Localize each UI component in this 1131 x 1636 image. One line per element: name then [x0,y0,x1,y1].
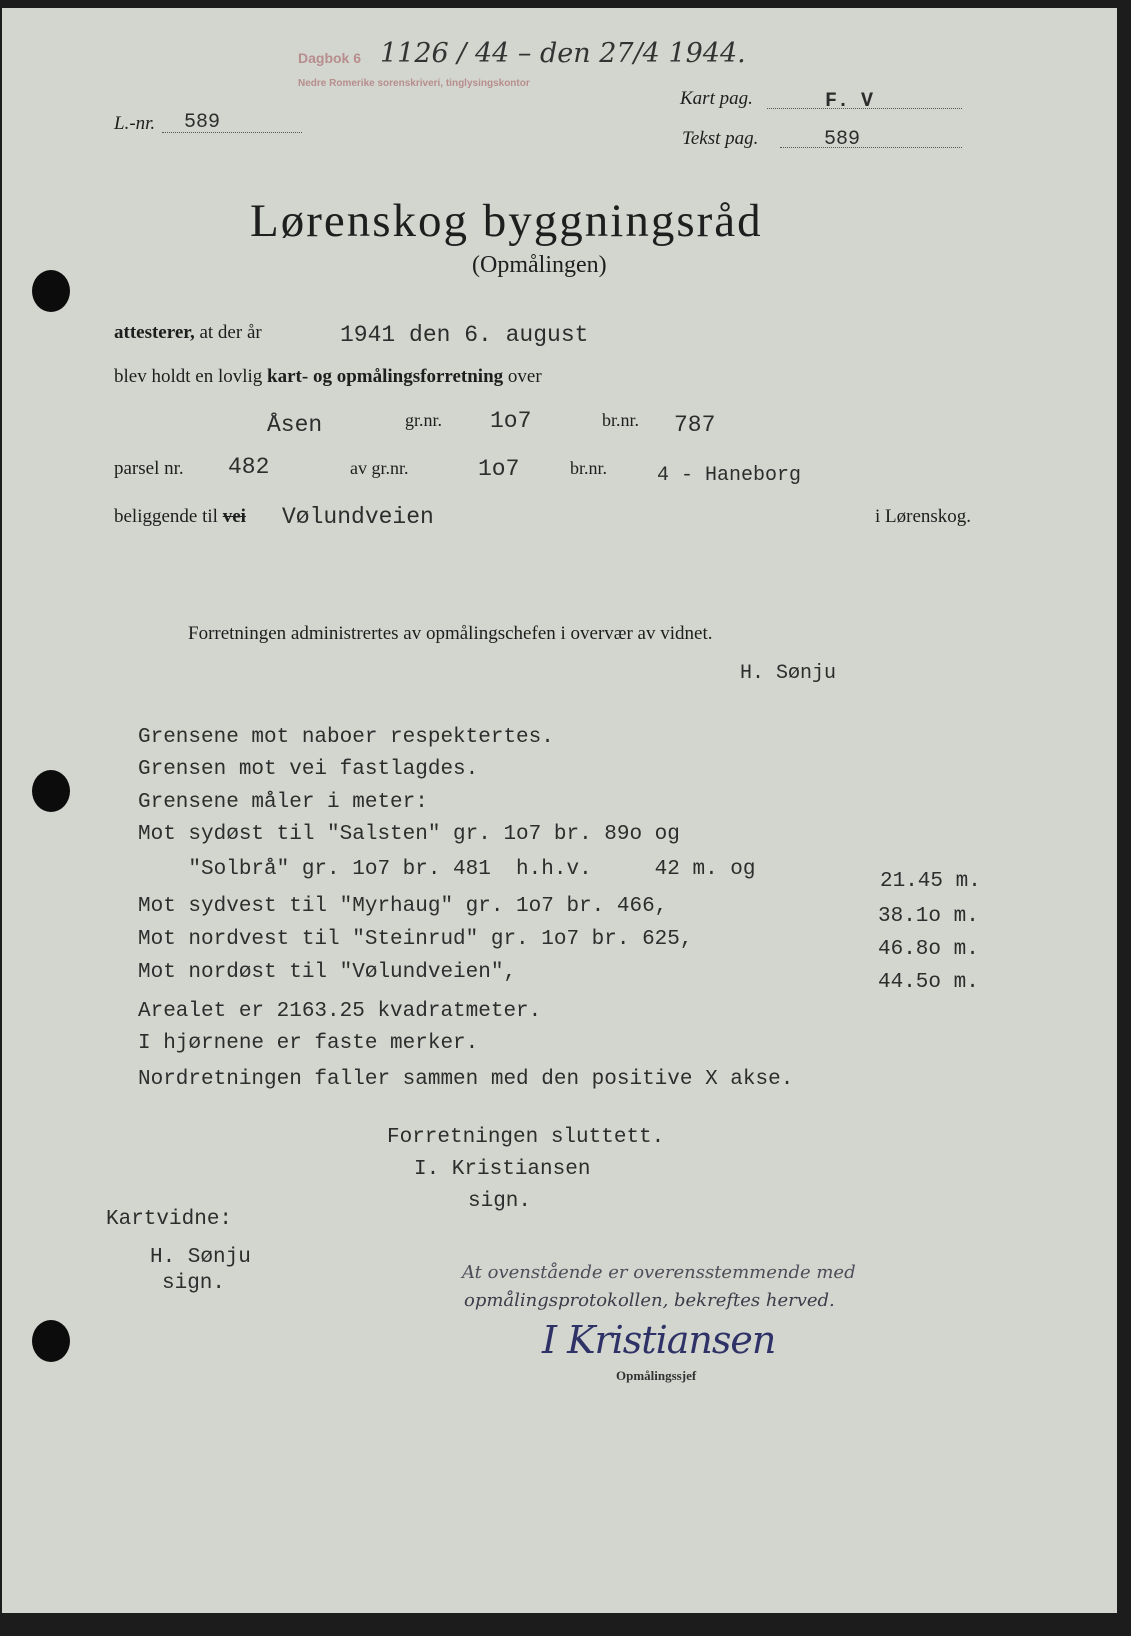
closing-line-1: Arealet er 2163.25 kvadratmeter. [138,1000,542,1023]
measure-line-1: Mot sydøst til "Salsten" gr. 1o7 br. 89o og [138,823,680,846]
certification-line-1: At ovenstående er overensstemmende med [462,1262,856,1283]
stamp-red-line2: Nedre Romerike sorenskriveri, tinglysingskontor [298,78,530,89]
lnr-value: 589 [184,111,221,134]
kart-pag-label: Kart pag. [680,88,753,109]
stamp-handwritten-date: 1126 / 44 – den 27/4 1944. [380,38,746,69]
kartvidne-label: Kartvidne: [106,1208,233,1231]
certification-title: Opmålingssjef [616,1368,697,1383]
body-line-2: Grensen mot vei fastlagdes. [138,758,479,781]
date-value: 1941 den 6. august [340,322,589,348]
measure-value-5: 44.5o m. [878,971,979,994]
beliggende-value: Vølundveien [282,504,434,530]
measure-line-3: Mot sydvest til "Myrhaug" gr. 1o7 br. 466, [138,895,668,918]
punch-hole-top [32,270,70,312]
document-page [2,8,1117,1613]
tekst-pag-dots [780,147,962,148]
kart-og-bold: kart- og opmålingsforretning [267,366,504,387]
page-title: Lørenskog byggningsråd [250,195,763,247]
certification-line-2: opmålingsprotokollen, bekreftes herved. [464,1290,835,1311]
grnr-label: gr.nr. [405,410,443,430]
lnr-dots [162,132,302,133]
kartvidne-sign: sign. [162,1272,226,1295]
kart-pag-value: F. V [825,90,874,113]
signer-name: I. Kristiansen [414,1158,591,1181]
over-text: over [507,366,542,387]
blev-holdt-line [114,366,542,388]
beliggende-text: beliggende til [114,506,218,527]
parsel-value: 482 [228,454,270,480]
measure-line-5: Mot nordøst til "Vølundveien", [138,961,517,984]
i-lorenskog-text: i Lørenskog. [875,506,972,527]
tekst-pag-label: Tekst pag. [682,128,759,149]
measure-value-3: 38.1o m. [878,905,979,928]
punch-hole-bottom [32,1320,70,1362]
av-grnr-value: 1o7 [478,456,520,482]
blev-holdt-text: blev holdt en lovlig [114,366,263,387]
property-name: Åsen [267,412,323,438]
measure-line-4: Mot nordvest til "Steinrud" gr. 1o7 br. 625, [138,928,693,951]
closing-line-2: I hjørnene er faste merker. [138,1032,479,1055]
av-brnr-value: 4 - Haneborg [657,464,802,487]
measure-value-4: 46.8o m. [878,938,979,961]
grnr-value: 1o7 [490,408,532,434]
kartvidne-name: H. Sønju [150,1246,251,1269]
tekst-pag-value: 589 [824,128,861,151]
measure-value-2: 21.45 m. [880,870,981,893]
body-line-1: Grensene mot naboer respektertes. [138,726,554,749]
punch-hole-middle [32,770,70,812]
stamp-red-line1: Dagbok 6 [298,50,362,66]
beliggende-label [114,506,246,528]
page-subtitle: (Opmålingen) [472,252,607,278]
av-brnr-label: br.nr. [570,458,608,478]
lnr-label: L.-nr. [114,113,156,134]
vidne-name: H. Sønju [740,662,837,685]
brnr-label: br.nr. [602,410,640,430]
measure-line-2: "Solbrå" gr. 1o7 br. 481 h.h.v. 42 m. og [138,858,756,881]
parsel-label: parsel nr. [114,458,184,479]
attesterer-label [114,322,262,344]
sluttet-text: Forretningen sluttett. [387,1126,665,1149]
closing-line-3: Nordretningen faller sammen med den positive X akse. [138,1068,794,1091]
at-der-ar-text: at der år [199,322,262,343]
attesterer-bold: attesterer, [114,322,195,343]
administrert-text: Forretningen administrertes av opmålingschefen i overvær av vidnet. [188,623,713,644]
signer-sign: sign. [468,1190,532,1213]
av-grnr-label: av gr.nr. [350,458,409,478]
brnr-value: 787 [674,412,716,438]
beliggende-strike: vei [222,506,246,527]
certification-signature: I Kristiansen [542,1318,776,1362]
body-line-3: Grensene måler i meter: [138,791,428,814]
